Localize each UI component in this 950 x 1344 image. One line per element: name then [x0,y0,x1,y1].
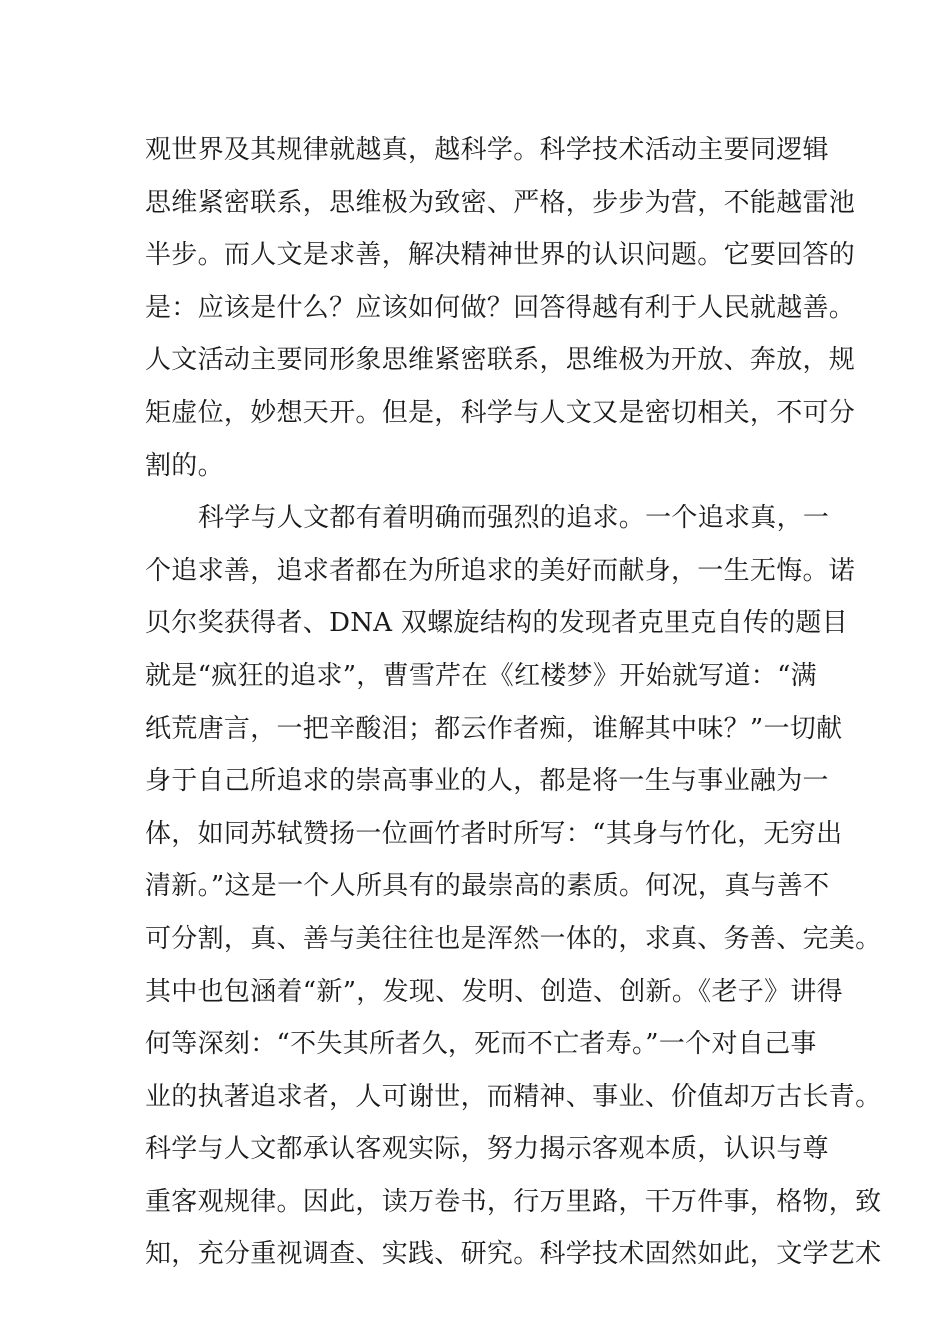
text-line: 是：应该是什么？应该如何做？回答得越有利于人民就越善。 [145,292,856,323]
text-line: 人文活动主要同形象思维紧密联系，思维极为开放、奔放，规 [145,345,856,376]
text-line: 个追求善，追求者都在为所追求的美好而献身，一生无悔。诺 [145,555,856,586]
text-line: 观世界及其规律就越真，越科学。科学技术活动主要同逻辑 [145,135,829,165]
text-line: 其中也包涵着“新”，发现、发明、创造、创新。《老子》讲得 [145,976,843,1007]
text-line: 体，如同苏轼赞扬一位画竹者时所写：“其身与竹化，无穷出 [145,818,843,849]
text-line: 思维紧密联系，思维极为致密、严格，步步为营，不能越雷池 [145,187,856,218]
text-line: 清新。”这是一个人所具有的最崇高的素质。何况，真与善不 [145,871,830,902]
text-line: 可分割，真、善与美往往也是浑然一体的，求真、务善、完美。 [145,923,882,954]
body-text [145,124,882,1281]
text-line: 半步。而人文是求善，解决精神世界的认识问题。它要回答的 [145,240,856,271]
text-line: 重客观规律。因此，读万卷书，行万里路，干万件事，格物，致 [145,1186,882,1217]
text-line: 贝尔奖获得者、DNA 双螺旋结构的发现者克里克自传的题目 [145,608,849,639]
text-line: 知，充分重视调查、实践、研究。科学技术固然如此，文学艺术 [145,1239,882,1270]
text-line: 就是“疯狂的追求”，曹雪芹在《红楼梦》开始就写道：“满 [145,660,817,691]
paragraph-start-line: 科学与人文都有着明确而强烈的追求。一个追求真，一 [198,503,830,534]
text-line: 矩虚位，妙想天开。但是，科学与人文又是密切相关，不可分 [145,397,856,428]
text-line: 何等深刻：“不失其所者久，死而不亡者寿。”一个对自己事 [145,1029,817,1060]
text-line: 身于自己所追求的崇高事业的人，都是将一生与事业融为一 [145,766,829,797]
text-line: 业的执著追求者，人可谢世，而精神、事业、价值却万古长青。 [145,1081,882,1112]
text-line: 科学与人文都承认客观实际，努力揭示客观本质，认识与尊 [145,1134,829,1165]
text-line: 割的。 [145,450,224,481]
text-line: 纸荒唐言，一把辛酸泪；都云作者痴，谁解其中味？”一切献 [145,713,843,744]
